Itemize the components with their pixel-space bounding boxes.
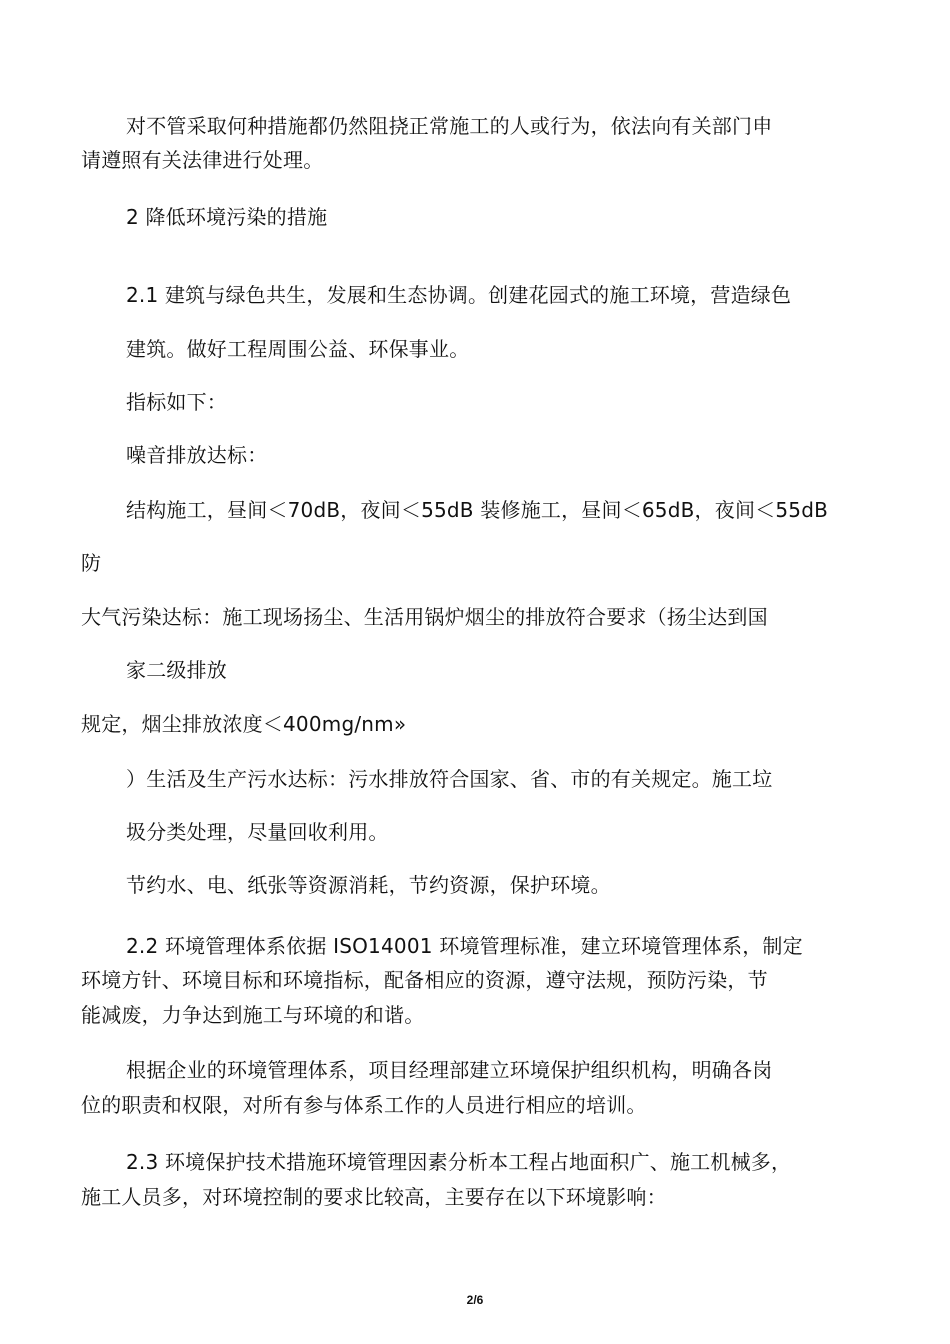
paragraph-line: 施工人员多，对环境控制的要求比较高，主要存在以下环境影响： xyxy=(81,1185,667,1209)
paragraph-line: 环境方针、环境目标和环境指标，配备相应的资源，遵守法规，预防污染，节 xyxy=(81,968,768,992)
paragraph-line: 噪音排放达标： xyxy=(126,443,268,467)
paragraph-line: 防 xyxy=(81,551,102,575)
paragraph-line: 位的职责和权限，对所有参与体系工作的人员进行相应的培训。 xyxy=(81,1093,647,1117)
paragraph-line: 请遵照有关法律进行处理。 xyxy=(81,148,324,172)
paragraph-line: 大气污染达标：施工现场扬尘、生活用锅炉烟尘的排放符合要求（扬尘达到国 xyxy=(81,605,768,629)
paragraph-line: 2.3 环境保护技术措施环境管理因素分析本工程占地面积广、施工机械多， xyxy=(126,1150,792,1174)
page-number: 2/6 xyxy=(466,1293,484,1307)
paragraph-line: 根据企业的环境管理体系，项目经理部建立环境保护组织机构，明确各岗 xyxy=(126,1058,773,1082)
paragraph-line: 指标如下： xyxy=(126,390,227,414)
paragraph-line: 节约水、电、纸张等资源消耗，节约资源，保护环境。 xyxy=(126,873,611,897)
paragraph-line: 能减废，力争达到施工与环境的和谐。 xyxy=(81,1003,425,1027)
paragraph-line: 2.1 建筑与绿色共生，发展和生态协调。创建花园式的施工环境，营造绿色 xyxy=(126,283,792,307)
paragraph-line: 建筑。做好工程周围公益、环保事业。 xyxy=(126,337,470,361)
paragraph-line: 结构施工，昼间＜70dB，夜间＜55dB 装修施工，昼间＜65dB，夜间＜55dB xyxy=(126,498,829,522)
section-heading: 2 降低环境污染的措施 xyxy=(126,205,328,229)
paragraph-line: 圾分类处理，尽量回收利用。 xyxy=(126,820,389,844)
paragraph-line: ）生活及生产污水达标：污水排放符合国家、省、市的有关规定。施工垃 xyxy=(126,767,773,791)
paragraph-line: 对不管采取何种措施都仍然阻挠正常施工的人或行为，依法向有关部门申 xyxy=(126,114,773,138)
paragraph-line: 2.2 环境管理体系依据 ISO14001 环境管理标准，建立环境管理体系，制定 xyxy=(126,934,803,958)
paragraph-line: 规定，烟尘排放浓度＜400mg/nm» xyxy=(81,712,407,736)
paragraph-line: 家二级排放 xyxy=(126,658,227,682)
